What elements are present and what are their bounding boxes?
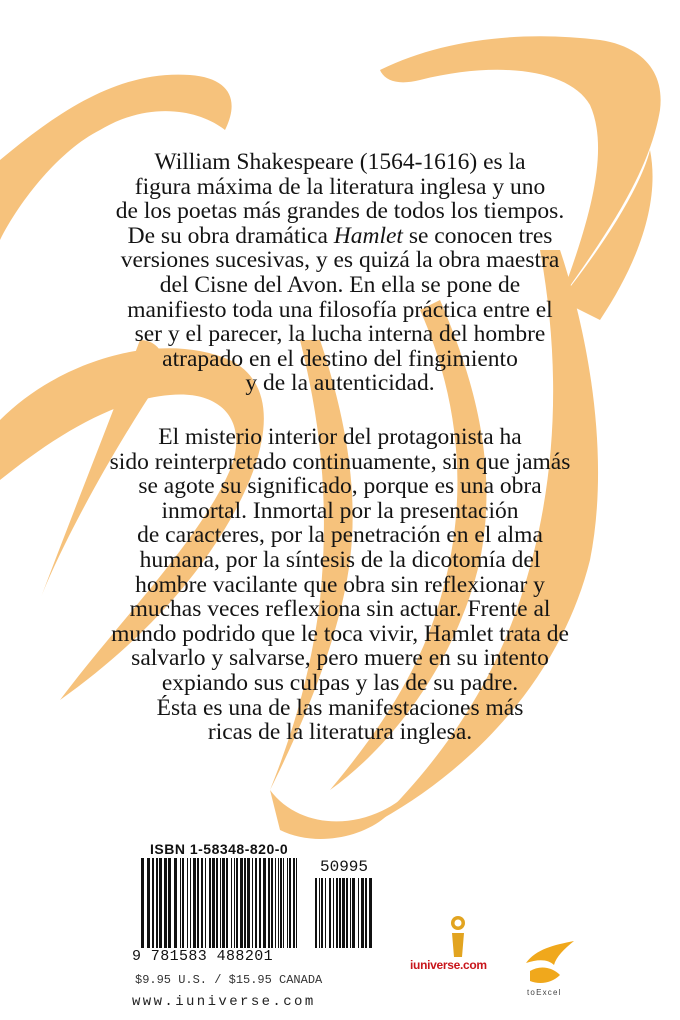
barcode-bar bbox=[333, 878, 334, 948]
barcode-ean-number: 9 781583 488201 bbox=[132, 948, 274, 965]
text-line: El misterio interior del protagonista ha bbox=[158, 424, 522, 450]
price-label: $9.95 U.S. / $15.95 CANADA bbox=[135, 973, 323, 987]
barcode-bar bbox=[209, 858, 211, 948]
barcode-bar bbox=[152, 858, 154, 948]
barcode-bar bbox=[287, 858, 288, 948]
description-paragraph-1 bbox=[40, 150, 640, 396]
barcode-bar bbox=[141, 858, 144, 948]
barcode-bar bbox=[190, 858, 191, 948]
text-line: del Cisne del Avon. En ella se pone de bbox=[159, 271, 521, 298]
text-line: de caracteres, por la penetración en el alma bbox=[137, 522, 543, 549]
barcode-bar bbox=[361, 878, 364, 948]
text-line: ser y el parecer, la lucha interna del hombre bbox=[134, 321, 546, 348]
barcode-bar bbox=[182, 858, 184, 948]
barcode-bar bbox=[358, 878, 359, 948]
barcode-bar bbox=[278, 858, 279, 948]
text-line: sido reinterpretado continuamente, sin que jamás bbox=[109, 448, 571, 475]
text-line: de los poetas más grandes de todos los tiempos. bbox=[115, 198, 565, 225]
barcode-bar bbox=[220, 858, 221, 948]
barcode-bar bbox=[212, 858, 215, 948]
barcode-bar bbox=[240, 858, 243, 948]
barcode-bar bbox=[280, 858, 282, 948]
barcode-bar bbox=[244, 858, 246, 948]
text-line: atrapado en el destino del fingimiento bbox=[162, 345, 518, 372]
description-paragraph-2 bbox=[40, 425, 640, 745]
text-line: versiones sucesivas, y es quizá la obra maestra bbox=[120, 247, 560, 274]
publisher-url: www.iuniverse.com bbox=[132, 994, 316, 1010]
barcode-bar bbox=[352, 878, 355, 948]
barcode-bar bbox=[205, 858, 206, 948]
barcode-bar bbox=[268, 858, 270, 948]
text-line: muchas veces reflexiona sin actuar. Frente al bbox=[129, 596, 551, 623]
barcode-bar bbox=[329, 878, 331, 948]
barcode-bar bbox=[164, 858, 167, 948]
barcode-bar bbox=[283, 858, 284, 948]
barcode-bar bbox=[201, 858, 203, 948]
barcode-addon-number: 50995 bbox=[319, 858, 368, 876]
barcode-bar bbox=[271, 858, 273, 948]
barcode-bar bbox=[296, 858, 297, 948]
addon-barcode bbox=[315, 878, 373, 948]
barcode-bar bbox=[346, 878, 348, 948]
text-line: William Shakespeare (1564-1616) es la bbox=[154, 149, 526, 175]
text-line: expiando sus culpas y las de su padre. bbox=[161, 669, 519, 696]
barcode-bar bbox=[222, 858, 225, 948]
barcode-bar bbox=[321, 878, 323, 948]
barcode-bar bbox=[255, 858, 257, 948]
barcode-bar bbox=[236, 858, 238, 948]
barcode-bar bbox=[174, 858, 177, 948]
text-line: salvarlo y salvarse, pero muere en su intento bbox=[131, 645, 549, 672]
text-line: manifiesto toda una filosofía práctica entre el bbox=[127, 296, 553, 323]
book-title-emphasis: Hamlet bbox=[333, 222, 403, 249]
barcode-bar bbox=[369, 878, 372, 948]
barcode-bar bbox=[319, 878, 320, 948]
barcode-bar bbox=[216, 858, 218, 948]
barcode-bar bbox=[289, 858, 291, 948]
iuniverse-logo-text: iuniverse.com bbox=[410, 958, 487, 972]
text-line: De su obra dramática Hamlet se conocen tres bbox=[127, 222, 553, 249]
barcode-bar bbox=[315, 878, 317, 948]
barcode-bar bbox=[325, 878, 326, 948]
barcode-bar bbox=[339, 878, 341, 948]
text-line: se agote su significado, porque es una obra bbox=[138, 473, 542, 500]
barcode-bar bbox=[226, 858, 228, 948]
text-line: hombre vacilante que obra sin reflexionar y bbox=[135, 571, 545, 598]
barcode-bar bbox=[275, 858, 276, 948]
barcode-bar bbox=[187, 858, 188, 948]
barcode-bar bbox=[252, 858, 253, 948]
barcode-bar bbox=[234, 858, 235, 948]
barcode-bar bbox=[336, 878, 338, 948]
barcode-bar bbox=[147, 858, 150, 948]
isbn-number: ISBN 1-58348-820-0 bbox=[150, 841, 289, 857]
barcode-bar bbox=[350, 878, 351, 948]
barcode-bar bbox=[293, 858, 295, 948]
barcode-bar bbox=[247, 858, 250, 948]
barcode-bar bbox=[263, 858, 266, 948]
toexcel-logo-icon bbox=[520, 935, 580, 995]
text-line: Ésta es una de las manifestaciones más bbox=[156, 694, 524, 721]
barcode-bar bbox=[259, 858, 261, 948]
barcode-bar bbox=[231, 858, 232, 948]
text-line: ricas de la literatura inglesa. bbox=[207, 719, 473, 746]
text-line: mundo podrido que le toca vivir, Hamlet trata de bbox=[111, 620, 569, 647]
barcode-bar bbox=[342, 878, 345, 948]
barcode-bar bbox=[159, 858, 162, 948]
barcode-bar bbox=[180, 858, 181, 948]
text-line: y de la autenticidad. bbox=[245, 370, 435, 397]
barcode-bar bbox=[365, 878, 367, 948]
barcode-bar bbox=[168, 858, 171, 948]
toexcel-logo-text: toExcel bbox=[527, 988, 562, 997]
barcode-bar bbox=[156, 858, 158, 948]
text-line: figura máxima de la literatura inglesa y uno bbox=[134, 173, 546, 200]
text-line: inmortal. Inmortal por la presentación bbox=[161, 497, 519, 524]
barcode-bar bbox=[197, 858, 199, 948]
text-line: humana, por la síntesis de la dicotomía del bbox=[139, 546, 541, 573]
ean-barcode bbox=[141, 858, 297, 948]
barcode-bar bbox=[193, 858, 196, 948]
